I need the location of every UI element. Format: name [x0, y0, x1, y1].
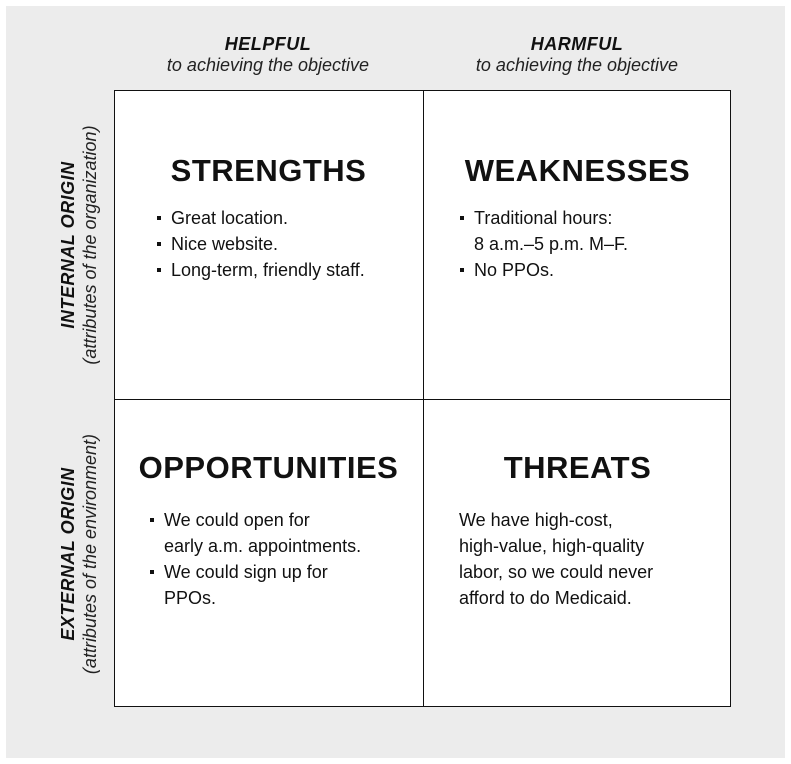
quadrant-weaknesses — [424, 91, 731, 398]
row-title-external: EXTERNAL ORIGIN — [58, 467, 78, 641]
list-item: Long-term, friendly staff. — [157, 257, 365, 283]
row-title-internal: INTERNAL ORIGIN — [58, 161, 78, 329]
quadrant-title-threats: THREATS — [503, 450, 652, 485]
list-item: We could open for early a.m. appointments. — [150, 507, 361, 559]
strengths-list — [157, 205, 365, 283]
quadrant-title-opportunities: OPPORTUNITIES — [138, 450, 399, 485]
quadrant-opportunities — [115, 400, 422, 707]
quadrant-title-weaknesses: WEAKNESSES — [464, 153, 691, 188]
column-subtitle-helpful: to achieving the objective — [166, 55, 370, 75]
quadrant-title-strengths: STRENGTHS — [170, 153, 367, 188]
list-item: No PPOs. — [460, 257, 628, 283]
column-header-harmful — [423, 34, 731, 76]
column-title-helpful: HELPFUL — [224, 34, 312, 54]
quadrant-strengths — [115, 91, 422, 398]
column-title-harmful: HARMFUL — [530, 34, 624, 54]
list-item: Great location. — [157, 205, 365, 231]
weaknesses-list — [460, 205, 628, 283]
row-subtitle-internal: (attributes of the organization) — [80, 125, 100, 365]
row-subtitle-external: (attributes of the environment) — [80, 433, 100, 675]
list-item: We could sign up for PPOs. — [150, 559, 361, 611]
list-item: Nice website. — [157, 231, 365, 257]
column-header-helpful — [114, 34, 422, 76]
threats-text: We have high-cost, high-value, high-quality labor, so we could never afford to do Medicaid. — [459, 510, 654, 608]
opportunities-list — [150, 507, 361, 611]
quadrant-threats — [424, 400, 731, 707]
list-item: Traditional hours: 8 a.m.–5 p.m. M–F. — [460, 205, 628, 257]
column-subtitle-harmful: to achieving the objective — [475, 55, 679, 75]
swot-grid — [114, 90, 731, 707]
